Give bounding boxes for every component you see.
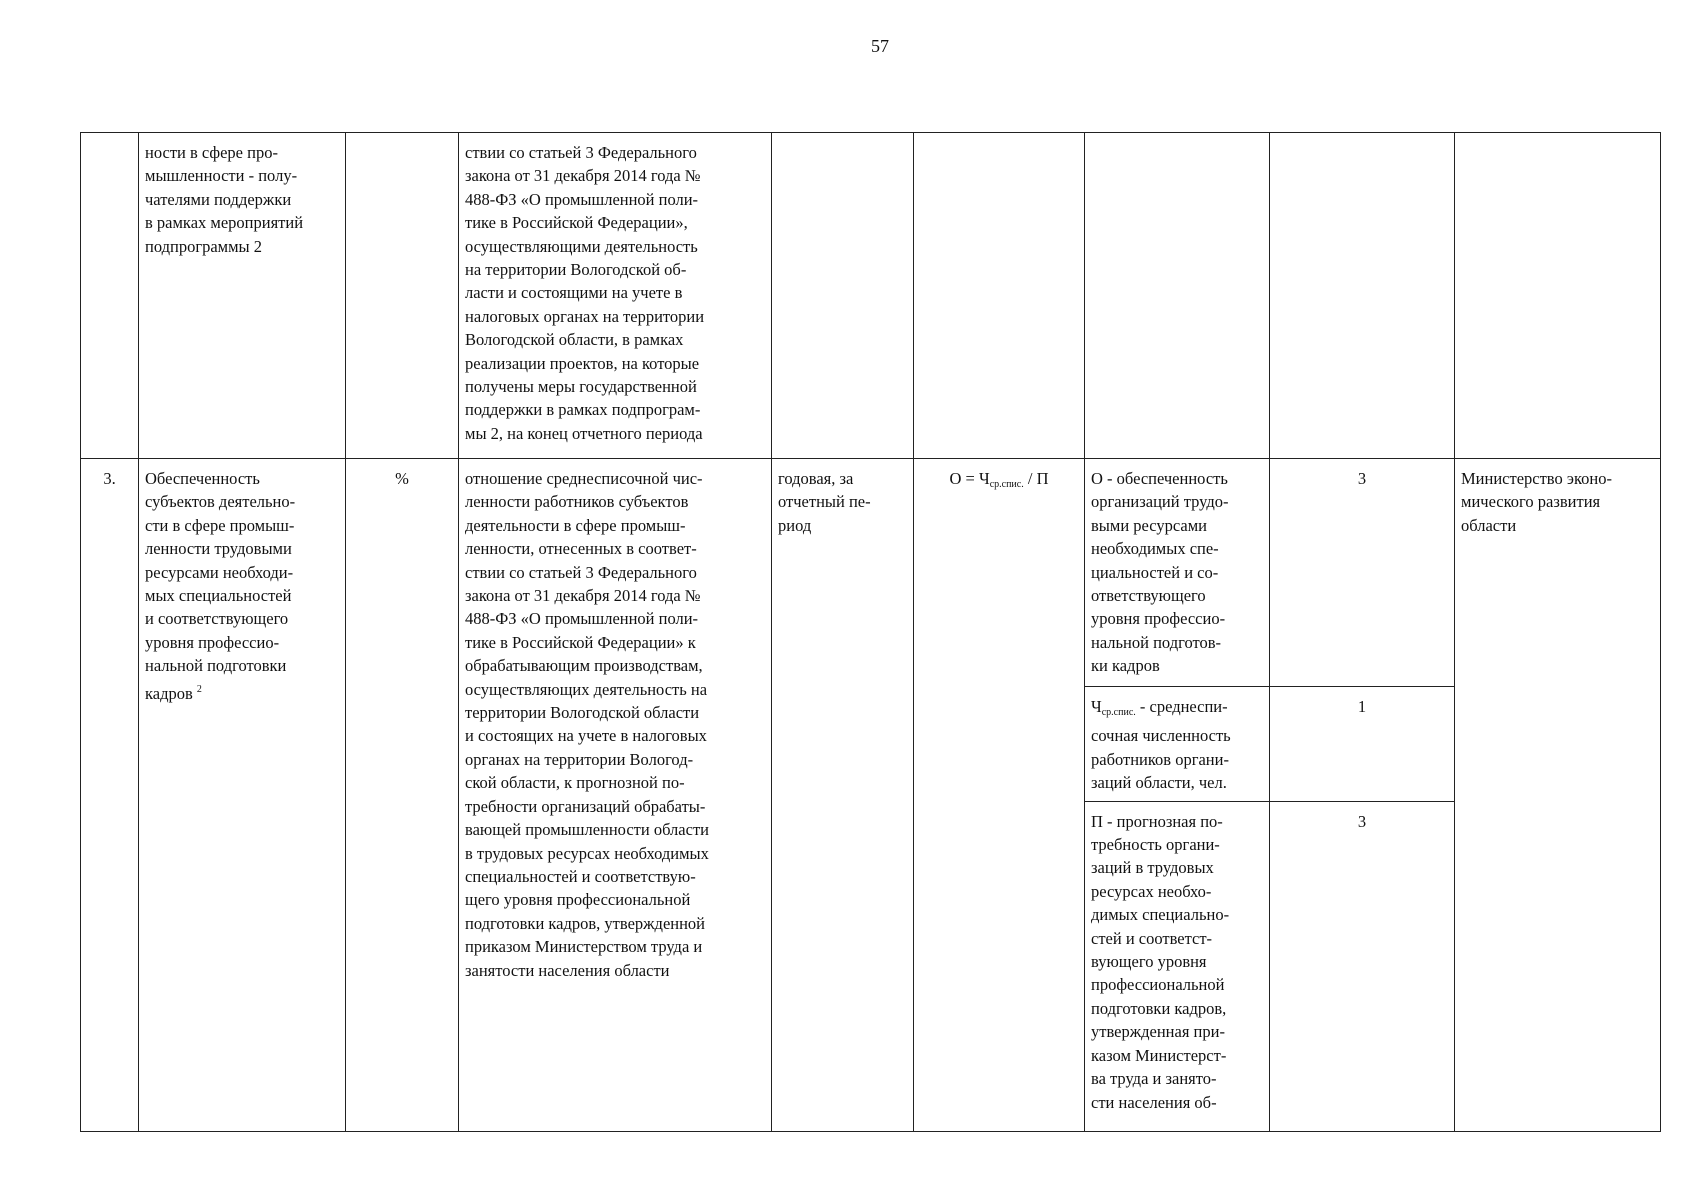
indicator-definition: отношение среднесписочной чис- ленности работников субъектов деятельности в сфере промыш- ленности, отнесенных в соответ- ствии со статьей 3 Федерального закона от 31 декабря 2014 года № 488-ФЗ «О промышленной поли- тике в Российской Федерации» к обрабатывающим производствам, осуществляющих деятельность на территории Вологодской области и состоящих на учете в налоговых органах на территории Вологод- ской области, к прогнозной по- требности организаций обрабаты- вающей промышленности области в трудовых ресурсах необходимых специальностей и соответствую- щего уровня профессиональной подготовки кадров, утвержденной приказом Министерством труда и занятости населения области bbox=[459, 459, 772, 1132]
indicator-definition-continued: ствии со статьей 3 Федерального закона от 31 декабря 2014 года № 488-ФЗ «О промышленной поли- тике в Российской Федерации», осуществляющими деятельность на территории Вологодской об- ласти и состоящими на учете в налоговых органах на территории Вологодской области, в рамках реализации проектов, на которые получены меры государственной поддержки в рамках подпрограм- мы 2, на конец отчетного периода bbox=[459, 133, 772, 459]
indicator-name-text: Обеспеченность субъектов деятельно- сти в сфере промыш- ленности трудовыми ресурсами необходи- мых специальностей и соответствующего уровня профессио- нальной подготовки кадров bbox=[145, 469, 296, 703]
indicator-table bbox=[80, 132, 1661, 1132]
page-number: 57 bbox=[871, 36, 889, 56]
indicator-name-continued: ности в сфере про- мышленности - полу- чателями поддержки в рамках мероприятий подпрограммы 2 bbox=[139, 133, 346, 459]
component-source-code: 3 bbox=[1270, 801, 1455, 1131]
formula-rhs: / П bbox=[1023, 469, 1049, 488]
formula-lhs: О = Ч bbox=[949, 469, 990, 488]
cell-periodicity bbox=[772, 133, 914, 459]
table-row-3 bbox=[81, 459, 1661, 687]
component-description: О - обеспеченность организаций трудо- выми ресурсами необходимых спе- циальностей и со- ответствующего уровня профессио- нальной подготов- ки кадров bbox=[1085, 459, 1270, 687]
cell-unit bbox=[346, 133, 459, 459]
cell-source bbox=[1270, 133, 1455, 459]
formula bbox=[914, 459, 1085, 1132]
cell-components bbox=[1085, 133, 1270, 459]
unit: % bbox=[346, 459, 459, 1132]
indicator-name bbox=[139, 459, 346, 1132]
component-source-code: 1 bbox=[1270, 687, 1455, 802]
component-source-code: 3 bbox=[1270, 459, 1455, 687]
table-row-continued bbox=[81, 133, 1661, 459]
component-text: - среднеспи- сочная численность работников органи- заций области, чел. bbox=[1091, 697, 1231, 793]
cell-formula bbox=[914, 133, 1085, 459]
footnote-mark: 2 bbox=[196, 683, 202, 695]
component-description bbox=[1085, 687, 1270, 802]
component-prefix: Ч bbox=[1091, 697, 1102, 716]
component-subscript: ср.спис. bbox=[1101, 707, 1136, 718]
component-description: П - прогнозная по- требность органи- заций в трудовых ресурсах необхо- димых специально- стей и соответст- вующего уровня профессиональной подготовки кадров, утвержденная при- казом Министерст- ва труда и занято- сти населения об- bbox=[1085, 801, 1270, 1131]
responsible-body: Министерство эконо- мического развития области bbox=[1455, 459, 1661, 1132]
periodicity: годовая, за отчетный пе- риод bbox=[772, 459, 914, 1132]
cell-number bbox=[81, 133, 139, 459]
formula-subscript: ср.спис. bbox=[989, 479, 1024, 490]
row-number: 3. bbox=[81, 459, 139, 1132]
cell-responsible bbox=[1455, 133, 1661, 459]
